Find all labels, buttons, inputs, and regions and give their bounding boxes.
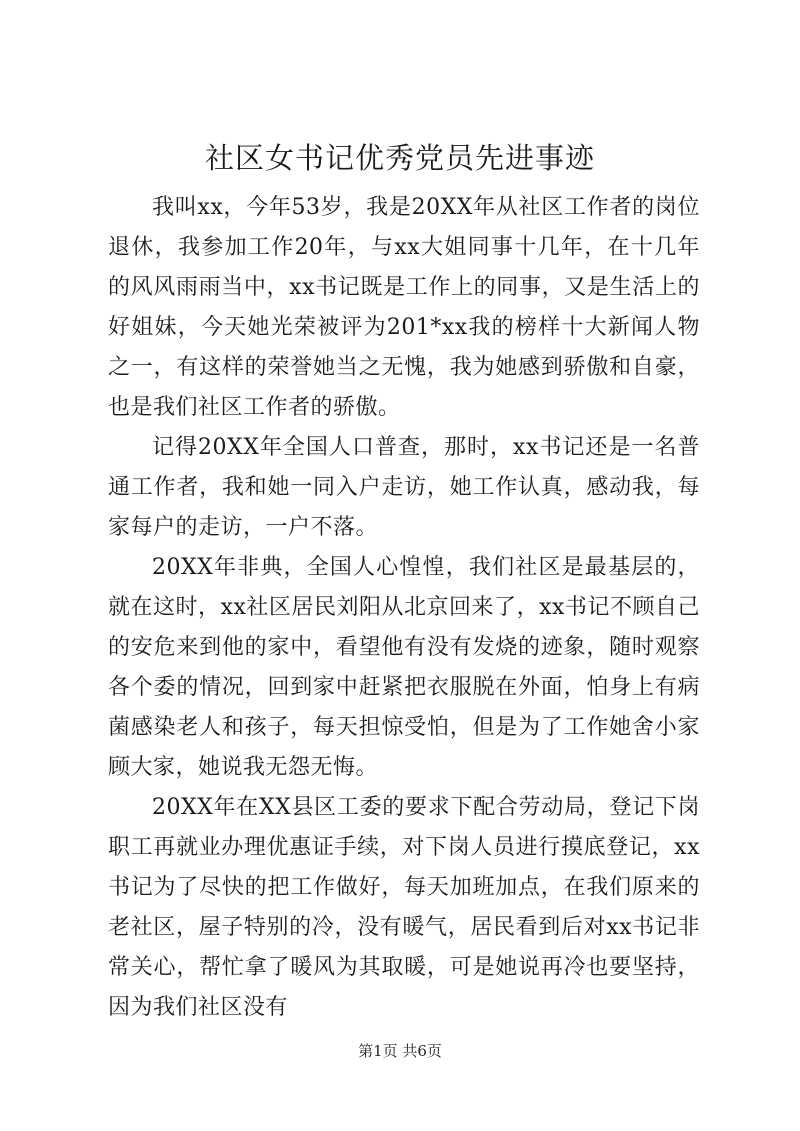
document-body <box>108 188 700 1028</box>
paragraph: 我叫xx，今年53岁，我是20XX年从社区工作者的岗位退休，我参加工作20年，与xx大姐同事十几年，在十几年的风风雨雨当中，xx书记既是工作上的同事，又是生活上的好姐妹，今天她光荣被评为201*xx我的榜样十大新闻人物之一，有这样的荣誉她当之无愧，我为她感到骄傲和自豪，也是我们社区工作者的骄傲。 <box>108 195 700 420</box>
paragraph: 记得20XX年全国人口普查，那时，xx书记还是一名普通工作者，我和她一同入户走访，她工作认真，感动我，每家每户的走访，一户不落。 <box>108 435 700 540</box>
document-title: 社区女书记优秀党员先进事迹 <box>204 141 595 175</box>
paragraph: 20XX年非典，全国人心惶惶，我们社区是最基层的，就在这时，xx社区居民刘阳从北京回来了，xx书记不顾自己的安危来到他的家中，看望他有没有发烧的迹象，随时观察各个委的情况，回到家中赶紧把衣服脱在外面，怕身上有病菌感染老人和孩子，每天担惊受怕，但是为了工作她舍小家顾大家，她说我无怨无悔。 <box>108 555 700 780</box>
paragraph: 20XX年在XX县区工委的要求下配合劳动局，登记下岗职工再就业办理优惠证手续，对下岗人员进行摸底登记，xx书记为了尽快的把工作做好，每天加班加点，在我们原来的老社区，屋子特别的冷，没有暖气，居民看到后对xx书记非常关心，帮忙拿了暖风为其取暖，可是她说再冷也要坚持，因为我们社区没有 <box>108 795 700 1020</box>
page-number-footer: 第1页 共6页 <box>358 1042 442 1060</box>
